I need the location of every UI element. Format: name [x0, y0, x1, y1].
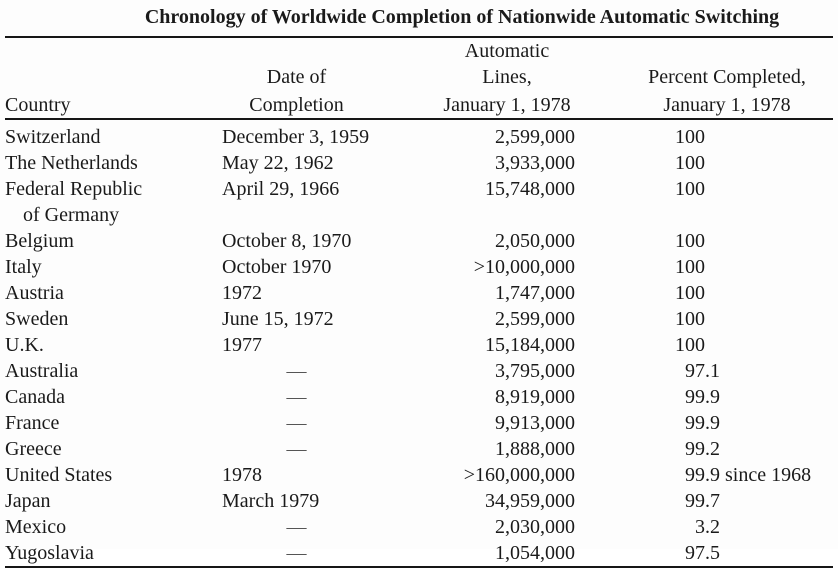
lines-cell: 34,959,000 [485, 490, 575, 512]
percent-int: 100 [675, 178, 705, 200]
date-cell: 1977 [222, 334, 262, 356]
country-name: Italy [5, 256, 42, 278]
percent-int: 100 [675, 152, 705, 174]
country-name: Belgium [5, 230, 74, 252]
table-row [5, 306, 833, 332]
lines-cell: 2,030,000 [495, 516, 575, 538]
country-cell [5, 280, 218, 306]
country-name: Greece [5, 438, 62, 460]
date-cell: 1978 [222, 464, 262, 486]
date-cell-empty: — [286, 412, 307, 434]
country-name: Yugoslavia [5, 542, 94, 564]
country-cell [5, 384, 218, 410]
lines-cell: 2,599,000 [495, 126, 575, 148]
country-cell [5, 462, 218, 488]
date-cell: March 1979 [222, 490, 320, 512]
percent-cell [575, 540, 833, 567]
date-cell-empty: — [286, 438, 307, 460]
table-row [5, 358, 833, 384]
percent-cell [575, 436, 833, 462]
percent-cell [575, 254, 833, 280]
lines-cell: 8,919,000 [495, 386, 575, 408]
table-row [5, 436, 833, 462]
percent-frac: .2 [705, 516, 720, 538]
table-row [5, 410, 833, 436]
country-name: Australia [5, 360, 79, 382]
table-row [5, 150, 833, 176]
table-row [5, 514, 833, 540]
country-name: United States [5, 464, 113, 486]
table-body [5, 119, 833, 567]
percent-cell [575, 176, 833, 228]
date-cell: October 8, 1970 [222, 230, 352, 252]
country-cell [5, 488, 218, 514]
lines-cell: 1,747,000 [495, 282, 575, 304]
country-name: Federal Republic [5, 178, 143, 200]
percent-int: 99 [685, 386, 705, 408]
percent-int: 97 [685, 542, 705, 564]
percent-int: 99 [685, 438, 705, 460]
country-name: Switzerland [5, 126, 101, 148]
country-name: Sweden [5, 308, 69, 330]
header-percent-line2: January 1, 1978 [663, 94, 791, 116]
percent-cell [575, 514, 833, 540]
lines-cell: 15,184,000 [485, 334, 575, 356]
table-row [5, 254, 833, 280]
date-cell: October 1970 [222, 256, 332, 278]
date-cell: December 3, 1959 [222, 126, 370, 148]
percent-int: 99 [685, 490, 705, 512]
country-name: Canada [5, 386, 65, 408]
country-cell [5, 436, 218, 462]
country-name: France [5, 412, 60, 434]
percent-cell [575, 280, 833, 306]
percent-int: 100 [675, 256, 705, 278]
date-cell-empty: — [286, 516, 307, 538]
percent-int: 99 [685, 464, 705, 486]
percent-cell [575, 462, 833, 488]
header-row-1 [5, 37, 833, 90]
percent-frac: .9 [705, 412, 720, 434]
percent-frac: .1 [705, 360, 720, 382]
lines-cell: >160,000,000 [463, 464, 575, 486]
country-cell [5, 150, 218, 176]
lines-cell: 15,748,000 [485, 178, 575, 200]
country-cell [5, 119, 218, 150]
country-cell [5, 332, 218, 358]
percent-int: 97 [685, 360, 705, 382]
country-name: The Netherlands [5, 152, 138, 174]
lines-cell: 1,888,000 [495, 438, 575, 460]
table-row [5, 119, 833, 150]
lines-cell: 3,795,000 [495, 360, 575, 382]
header-date-line2: Completion [249, 94, 344, 116]
chronology-table [5, 36, 833, 568]
percent-cell [575, 332, 833, 358]
table-row [5, 488, 833, 514]
table-title: Chronology of Worldwide Completion of Nationwide Automatic Switching [144, 6, 780, 28]
table-row [5, 280, 833, 306]
percent-frac: .2 [705, 438, 720, 460]
percent-int: 100 [675, 334, 705, 356]
percent-cell [575, 410, 833, 436]
percent-cell [575, 384, 833, 410]
country-name: Mexico [5, 516, 67, 538]
header-lines-line1: Automatic Lines, [464, 40, 550, 88]
percent-cell [575, 488, 833, 514]
lines-cell: 1,054,000 [495, 542, 575, 564]
percent-int: 3 [695, 516, 705, 538]
country-cell [5, 176, 218, 228]
date-cell: April 29, 1966 [222, 178, 340, 200]
table-row [5, 176, 833, 228]
percent-int: 100 [675, 126, 705, 148]
country-name: U.K. [5, 334, 44, 356]
date-cell-empty: — [286, 542, 307, 564]
table-header [5, 37, 833, 119]
percent-frac: .7 [705, 490, 720, 512]
percent-frac: .5 [705, 542, 720, 564]
percent-cell [575, 150, 833, 176]
header-lines-line2: January 1, 1978 [443, 94, 571, 116]
lines-cell: 2,599,000 [495, 308, 575, 330]
percent-frac: .9 [705, 386, 720, 408]
country-cell [5, 540, 218, 567]
percent-cell [575, 119, 833, 150]
lines-cell: 9,913,000 [495, 412, 575, 434]
country-cell [5, 358, 218, 384]
country-cell [5, 514, 218, 540]
percent-int: 100 [675, 308, 705, 330]
header-percent-line1: Percent Completed, [648, 66, 806, 88]
lines-cell: 2,050,000 [495, 230, 575, 252]
percent-int: 100 [675, 282, 705, 304]
table-row [5, 228, 833, 254]
percent-cell [575, 358, 833, 384]
lines-cell: 3,933,000 [495, 152, 575, 174]
lines-cell: >10,000,000 [473, 256, 575, 278]
table-row [5, 332, 833, 358]
country-cell [5, 254, 218, 280]
header-country: Country [5, 94, 71, 116]
date-cell: 1972 [222, 282, 262, 304]
date-cell-empty: — [286, 360, 307, 382]
country-cell [5, 228, 218, 254]
table-row [5, 384, 833, 410]
percent-frac: .9 since 1968 [705, 464, 812, 486]
percent-int: 100 [675, 230, 705, 252]
percent-int: 99 [685, 412, 705, 434]
country-cell [5, 410, 218, 436]
date-cell: June 15, 1972 [222, 308, 334, 330]
date-cell-empty: — [286, 386, 307, 408]
country-name: Austria [5, 282, 64, 304]
percent-cell [575, 306, 833, 332]
percent-cell [575, 228, 833, 254]
header-spacer [5, 37, 218, 90]
table-row [5, 462, 833, 488]
country-cell [5, 306, 218, 332]
country-name-line2: of Germany [23, 204, 120, 226]
table-row [5, 540, 833, 567]
header-date-line1: Date of [266, 66, 327, 88]
country-name: Japan [5, 490, 51, 512]
header-row-2 [5, 90, 833, 119]
date-cell: May 22, 1962 [222, 152, 334, 174]
